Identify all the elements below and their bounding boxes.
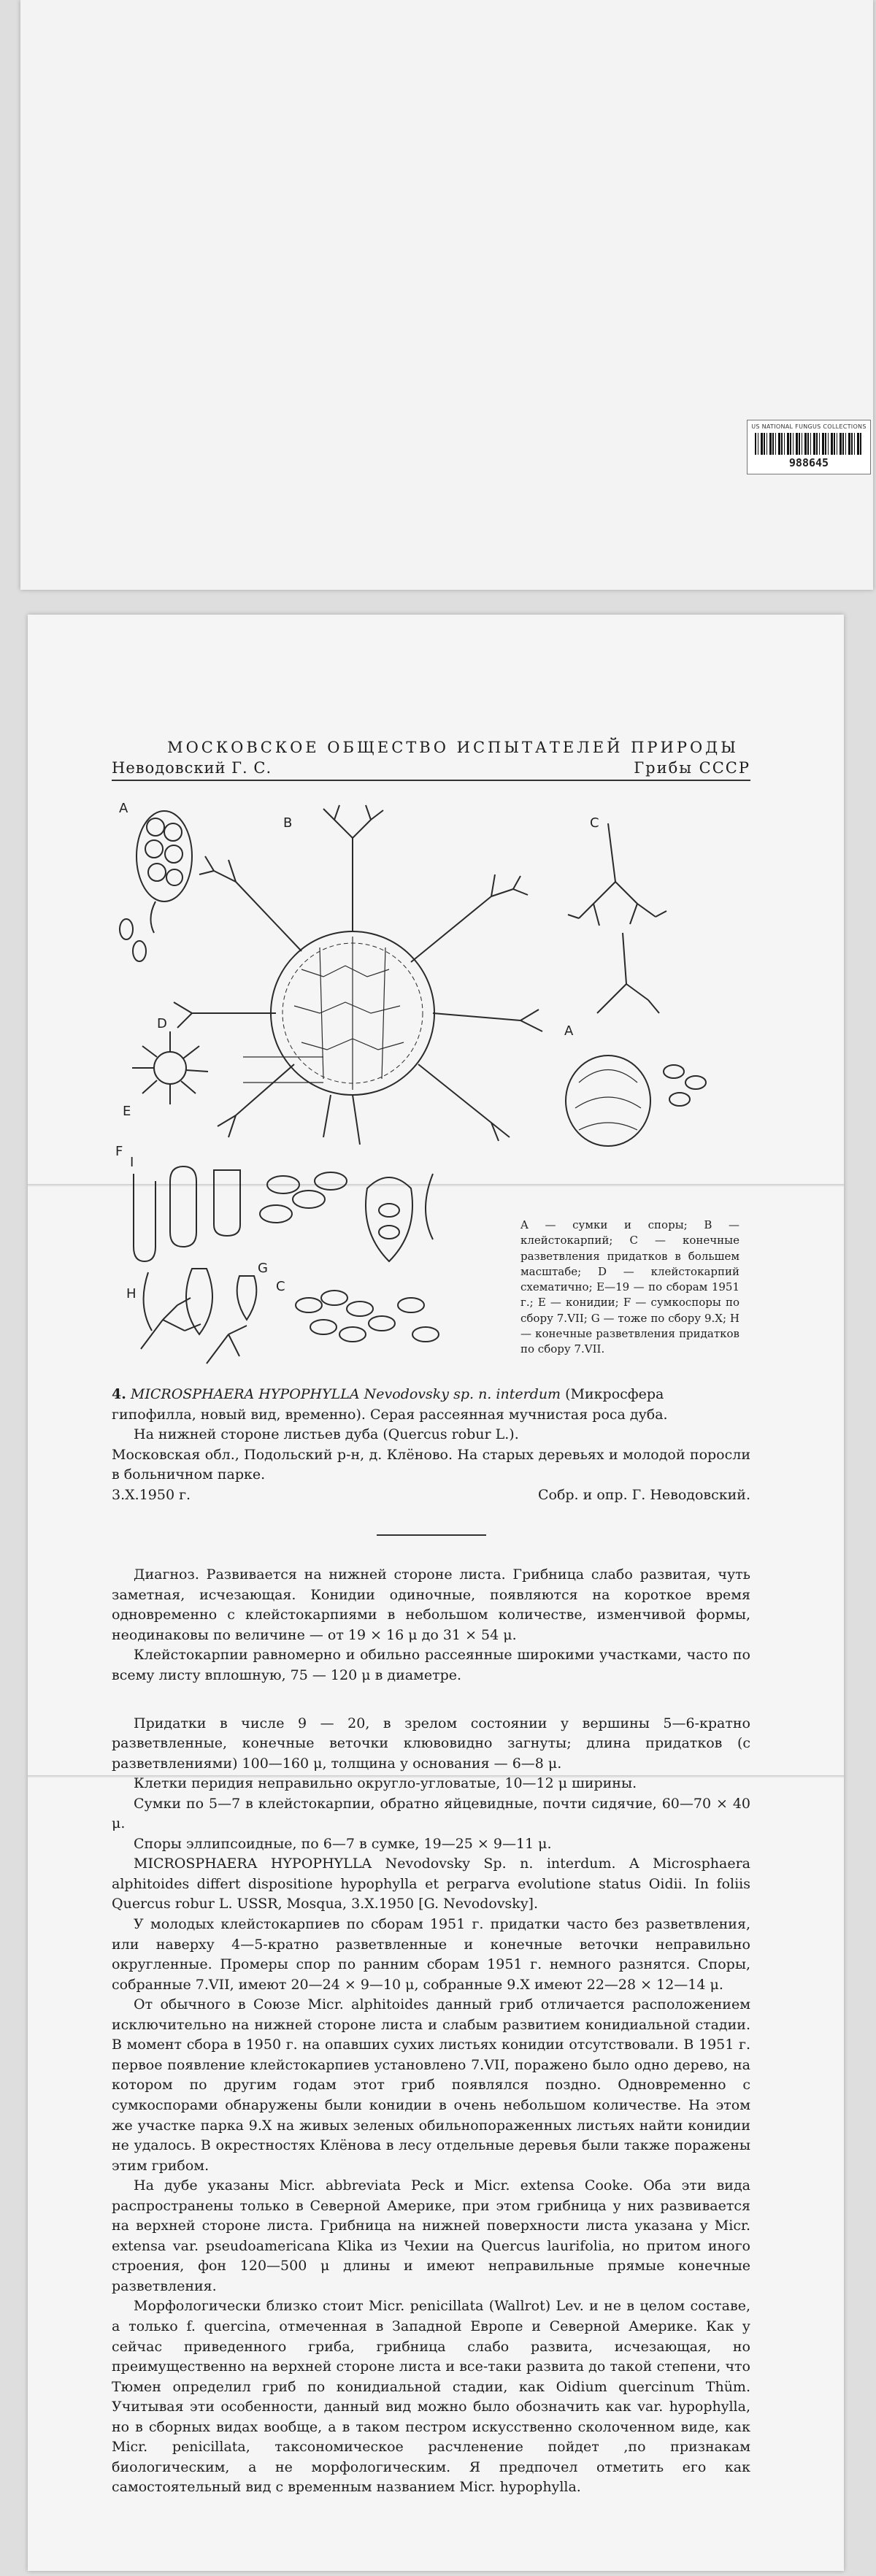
description-paragraph: Клетки перидия неправильно округло-угловатые, 10—12 μ ширины. [134, 1775, 637, 1792]
species-russian-name: (Микросфера гипофилла, новый вид, временно). Серая рассеянная мучнистая роса дуба. [112, 1386, 668, 1423]
illustration-plate [112, 794, 750, 1382]
header-rule [112, 780, 750, 781]
barcode-label [747, 420, 871, 474]
header-row [112, 759, 750, 777]
cleistocarp-schematic-d [132, 1031, 323, 1104]
fig-label-f: F [115, 1144, 123, 1159]
barcode-number: 988645 [788, 456, 829, 469]
fig-label-h: H [126, 1286, 137, 1302]
host-line: На нижней стороне листьев дуба (Quercus robur L.). [134, 1426, 519, 1443]
herbarium-sheet-top [20, 0, 873, 590]
fig-label-a: A [119, 801, 128, 816]
section-divider [377, 1534, 486, 1536]
latin-diagnosis: MICROSPHAERA HYPOPHYLLA Nevodovsky Sp. n. interdum. A Microsphaera alphitoides differt dispositione hypophylla et perparva evolutione status Oidii. In foliis Quercus robur L. USSR, Mosqua, 3.X.1950 [G. Nevodovsky]. [112, 1856, 750, 1912]
fig-label-a2: A [564, 1023, 574, 1039]
fig-label-c: C [590, 815, 599, 831]
fig-label-i: I [130, 1155, 134, 1170]
specimen-label-sheet [28, 615, 844, 2571]
barcode-institution: US NATIONAL FUNGUS COLLECTIONS [751, 423, 867, 430]
discussion-paragraph: Морфологически близко стоит Micr. penicillata (Wallrot) Lev. и не в целом составе, а только f. quercina, отмеченная в Западной Европе и Северной Америке. Как у сейчас приведенного гриба, грибница слабо развита, исчезающая, но преимущественно на верхней стороне листа и все-таки развита до такой степени, что Тюмен определил гриб по конидиальной стадии, как Oidium quercinum Thüm. Учитывая эти особенности, данный вид можно было обозначить как var. hypophylla, но в сборных видах вообще, а в таком пестром искусственно сколоченном виде, как Micr. penicillata, таксономическое расчленение пойдет ,по признакам биологическим, а не морфологическим. Я предпочел отметить его как самостоятельный вид с временным названием Micr. hypophylla. [112, 2298, 750, 2496]
fig-label-g: G [258, 1261, 268, 1276]
collection-date: 3.X.1950 г. [112, 1486, 191, 1503]
spacer [112, 1686, 750, 1714]
description-paragraph: Придатки в числе 9 — 20, в зрелом состоянии у вершины 5—6-кратно разветвленные, конечные веточки клювовидно загнуты; длина придатков (с разветвлениями) 100—160 μ, толщина у основания — 6—8 μ. [112, 1715, 750, 1772]
label-content [112, 739, 750, 2498]
fig-label-d: D [157, 1016, 167, 1031]
conidia-drawing-e [134, 1166, 256, 1334]
series-title: Грибы СССР [634, 759, 750, 777]
figure-caption: A — сумки и споры; B — клейстокарпий; C — конечные разветвления придатков в большем масштабе; D — клейстокарпий схематично; E—19 — по сборам 1951 г.; E — конидии; F — сумкоспоры по сбору 7.VII; G — тоже по сбору 9.X; H — конечные разветвления придатков по сбору 7.VII. [520, 1218, 739, 1356]
ascospores-drawing-g [296, 1291, 439, 1342]
appendage-branches-h [141, 1298, 247, 1364]
society-title: МОСКОВСКОЕ ОБЩЕСТВО ИСПЫТАТЕЛЕЙ ПРИРОДЫ [167, 739, 739, 756]
collector-line: Собр. и опр. Г. Неводовский. [537, 1486, 750, 1503]
ascus-drawing-a [120, 811, 192, 961]
diagnosis-paragraph: Диагноз. Развивается на нижней стороне листа. Грибница слабо развитая, чуть заметная, исчезающая. Конидии одиночные, появляются на короткое время одновременно с клейстокарпиями в небольшом количестве, изменчивой формы, неодинаковы по величине — от 19 × 16 μ до 31 × 54 μ. [112, 1566, 750, 1643]
locality-line: Московская обл., Подольский р-н, д. Клёново. На старых деревьях и молодой поросли в больничном парке. [112, 1446, 750, 1483]
discussion-paragraph: От обычного в Союзе Micr. alphitoides данный гриб отличается расположением исключительно на нижней стороне листа и слабым развитием конидиальной стадии. В момент сбора в 1950 г. на опавших сухих листьях конидии отсутствовали. В 1951 г. первое появление клейстокарпиев установлено 7.VII, поражено было одно дерево, на котором по другим годам этот гриб появлялся поздно. Одновременно с сумкоспорами обнаружены были конидии в очень небольшом количестве. На этом же участке парка 9.X на живых зеленых обильнопораженных листьях найти конидии не удалось. В окрестностях Клёнова в лесу отдельные деревья были также поражены этим грибом. [112, 1996, 750, 2174]
author-name: Неводовский Г. С. [112, 759, 272, 777]
discussion-paragraph: У молодых клейстокарпиев по сборам 1951 г. придатки часто без разветвления, или наверху 4—5-кратно разветвленные и конечные веточки неправильно округленные. Промеры спор по ранним сборам 1951 г. немного разнятся. Споры, собранные 7.VII, имеют 20—24 × 9—10 μ, собранные 9.X имеют 22—28 × 12—14 μ. [112, 1916, 750, 1993]
appendage-branches-c [568, 823, 666, 1013]
species-heading [112, 1385, 750, 1425]
description-paragraph: Споры эллипсоидные, по 6—7 в сумке, 19—25 × 9—11 μ. [134, 1835, 552, 1852]
discussion-paragraph: На дубе указаны Micr. abbreviata Peck и Micr. extensa Cooke. Оба эти вида распространены только в Северной Америке, при этом грибница у них развивается на верхней стороне листа. Грибница на нижней поверхности листа указана у Micr. extensa var. pseudoamericana Klika из Чехии на Quercus laurifolia, но притом иного строения, фон 120—500 μ длины и имеют неправильные прямые конечные разветвления. [112, 2177, 750, 2294]
species-latin-name: MICROSPHAERA HYPOPHYLLA Nevodovsky sp. n. interdum [130, 1386, 561, 1402]
species-number: 4. [112, 1386, 126, 1402]
diagnosis-paragraph: Клейстокарпии равномерно и обильно рассеянные широкими участками, часто по всему листу вплошную, 75 — 120 μ в диаметре. [112, 1647, 750, 1684]
ascus-drawing-a-lower [566, 1056, 706, 1146]
fig-label-e: E [123, 1104, 131, 1119]
ascospores-drawing-f [260, 1172, 433, 1261]
date-collector-row [112, 1485, 750, 1506]
barcode-bars [755, 433, 863, 455]
description-paragraph: Сумки по 5—7 в клейстокарпии, обратно яйцевидные, почти сидячие, 60—70 × 40 μ. [112, 1795, 750, 1832]
fig-label-c2: C [276, 1279, 285, 1294]
fig-label-b: B [283, 815, 293, 831]
cleistocarp-drawing-b [174, 805, 542, 1145]
